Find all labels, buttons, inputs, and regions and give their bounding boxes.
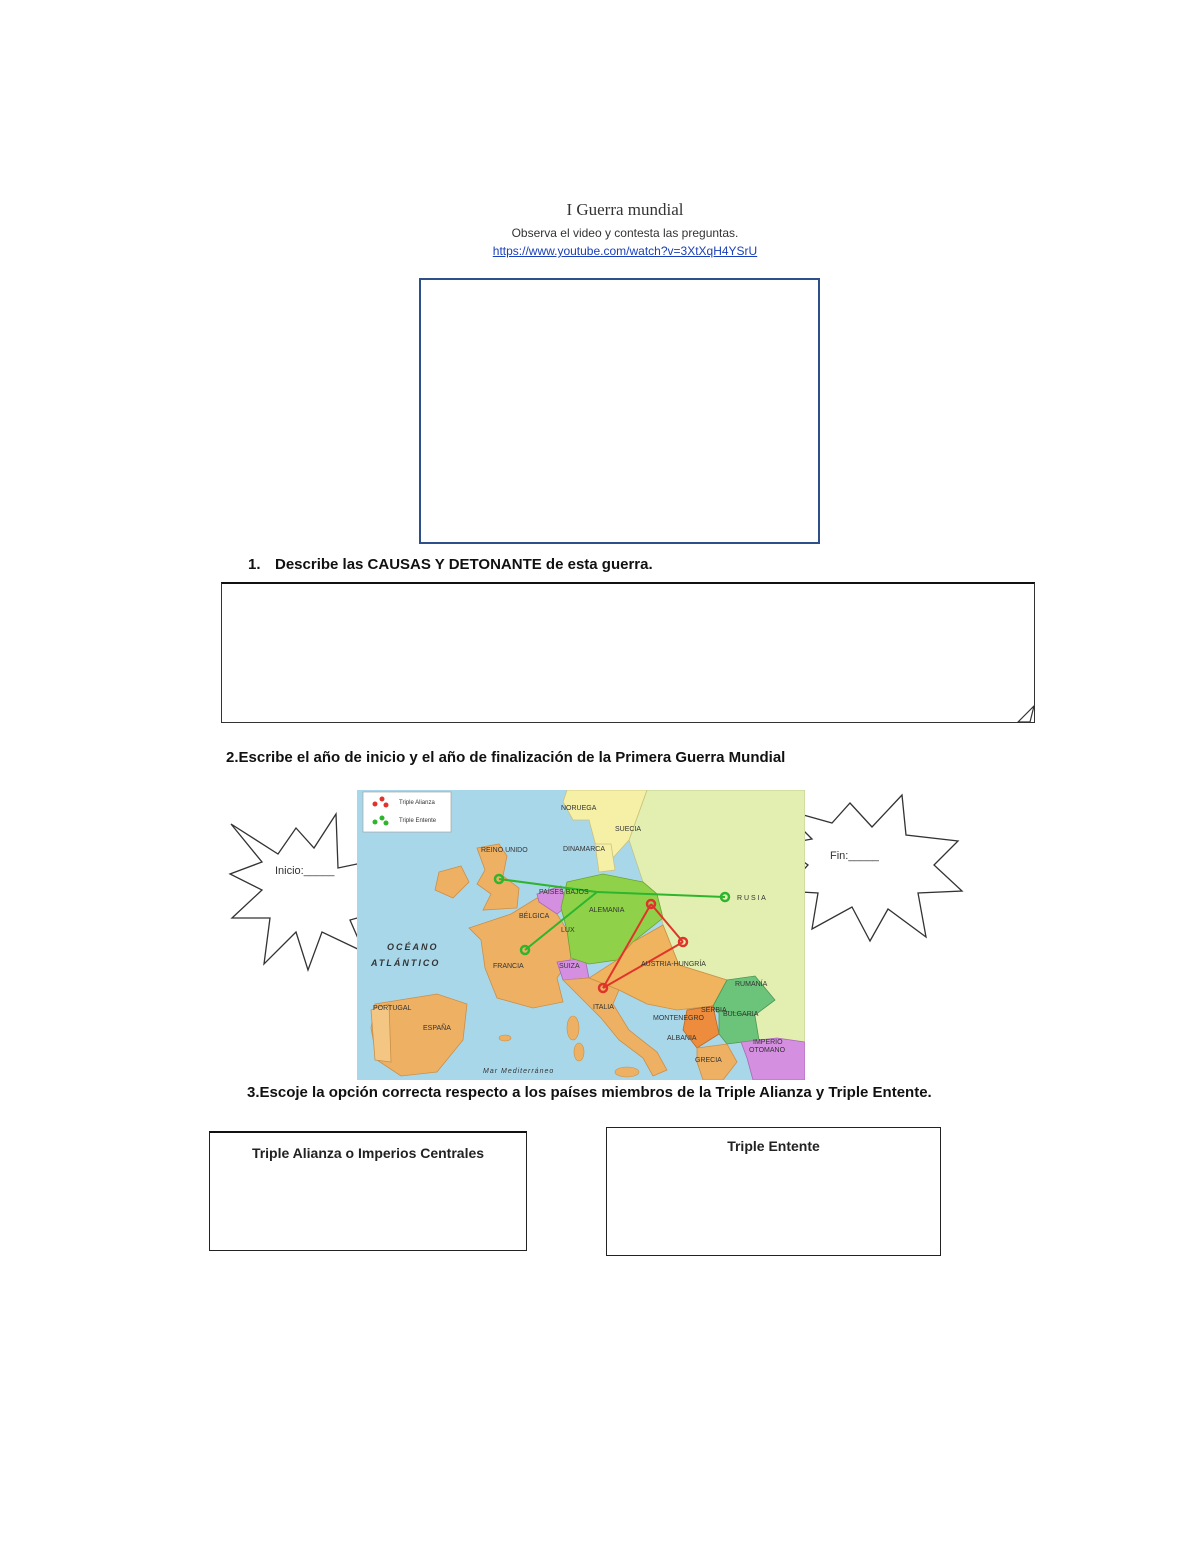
end-year-burst: [778, 793, 964, 943]
label-rusia: R U S I A: [737, 895, 766, 902]
triple-alliance-title: Triple Alianza o Imperios Centrales: [251, 1145, 485, 1161]
question-1-text: Describe las CAUSAS Y DETONANTE de esta guerra.: [275, 556, 653, 573]
label-otomano: OTOMANO: [749, 1047, 786, 1054]
label-lux: LUX: [561, 927, 575, 934]
label-noruega: NORUEGA: [561, 805, 597, 812]
page-title: I Guerra mundial: [566, 200, 684, 219]
label-espana: ESPAÑA: [423, 1025, 451, 1032]
label-oceano: OCÉANO: [387, 942, 439, 952]
label-francia: FRANCIA: [493, 963, 524, 970]
europe-alliances-map: [357, 790, 805, 1080]
triple-entente-title: Triple Entente: [727, 1138, 820, 1154]
label-rumania: RUMANÍA: [735, 981, 768, 988]
answer-box-causes[interactable]: [221, 582, 1035, 723]
label-montenegro: MONTENEGRO: [653, 1015, 704, 1022]
answer-box-triple-alliance[interactable]: [209, 1131, 527, 1251]
label-italia: ITALIA: [593, 1004, 614, 1011]
label-imperio: IMPERIO: [753, 1039, 783, 1046]
question-1: [248, 556, 653, 573]
label-suiza: SUIZA: [559, 963, 580, 970]
label-portugal: PORTUGAL: [373, 1005, 412, 1012]
label-dinamarca: DINAMARCA: [563, 846, 606, 853]
question-2: 2.Escribe el año de inicio y el año de finalización de la Primera Guerra Mundial: [226, 749, 786, 766]
start-year-label: Inicio:_____: [275, 865, 335, 877]
label-albania: ALBANIA: [667, 1035, 697, 1042]
label-reino-unido: REINO UNIDO: [481, 847, 528, 854]
end-year-label: Fin:_____: [830, 850, 879, 862]
map-legend: [363, 792, 451, 832]
video-embed-frame[interactable]: [419, 278, 820, 544]
question-3: 3.Escoje la opción correcta respecto a los países miembros de la Triple Alianza y Triple Entente.: [247, 1084, 932, 1101]
label-suecia: SUECIA: [615, 826, 642, 833]
label-austria-hungria: AUSTRIA-HUNGRÍA: [641, 961, 706, 968]
label-serbia: SERBIA: [701, 1007, 727, 1014]
legend-alliance-label: Triple Alianza: [399, 800, 435, 806]
label-mar: Mar Mediterráneo: [483, 1068, 555, 1075]
instruction-text: Observa el video y contesta las preguntas.: [511, 226, 739, 240]
label-bulgaria: BULGARIA: [723, 1011, 759, 1018]
answer-box-triple-entente[interactable]: [606, 1127, 941, 1256]
legend-entente-label: Triple Entente: [399, 818, 437, 824]
label-alemania: ALEMANIA: [589, 907, 625, 914]
label-belgica: BÉLGICA: [519, 913, 550, 920]
label-paises-bajos: PAÍSES BAJOS: [539, 889, 589, 896]
label-grecia: GRECIA: [695, 1057, 722, 1064]
page-curl-icon: [1016, 704, 1036, 724]
question-1-number: 1.: [248, 556, 261, 573]
video-link[interactable]: https://www.youtube.com/watch?v=3XtXqH4YSrU: [492, 244, 758, 258]
label-atlantico: ATLÁNTICO: [371, 958, 441, 968]
